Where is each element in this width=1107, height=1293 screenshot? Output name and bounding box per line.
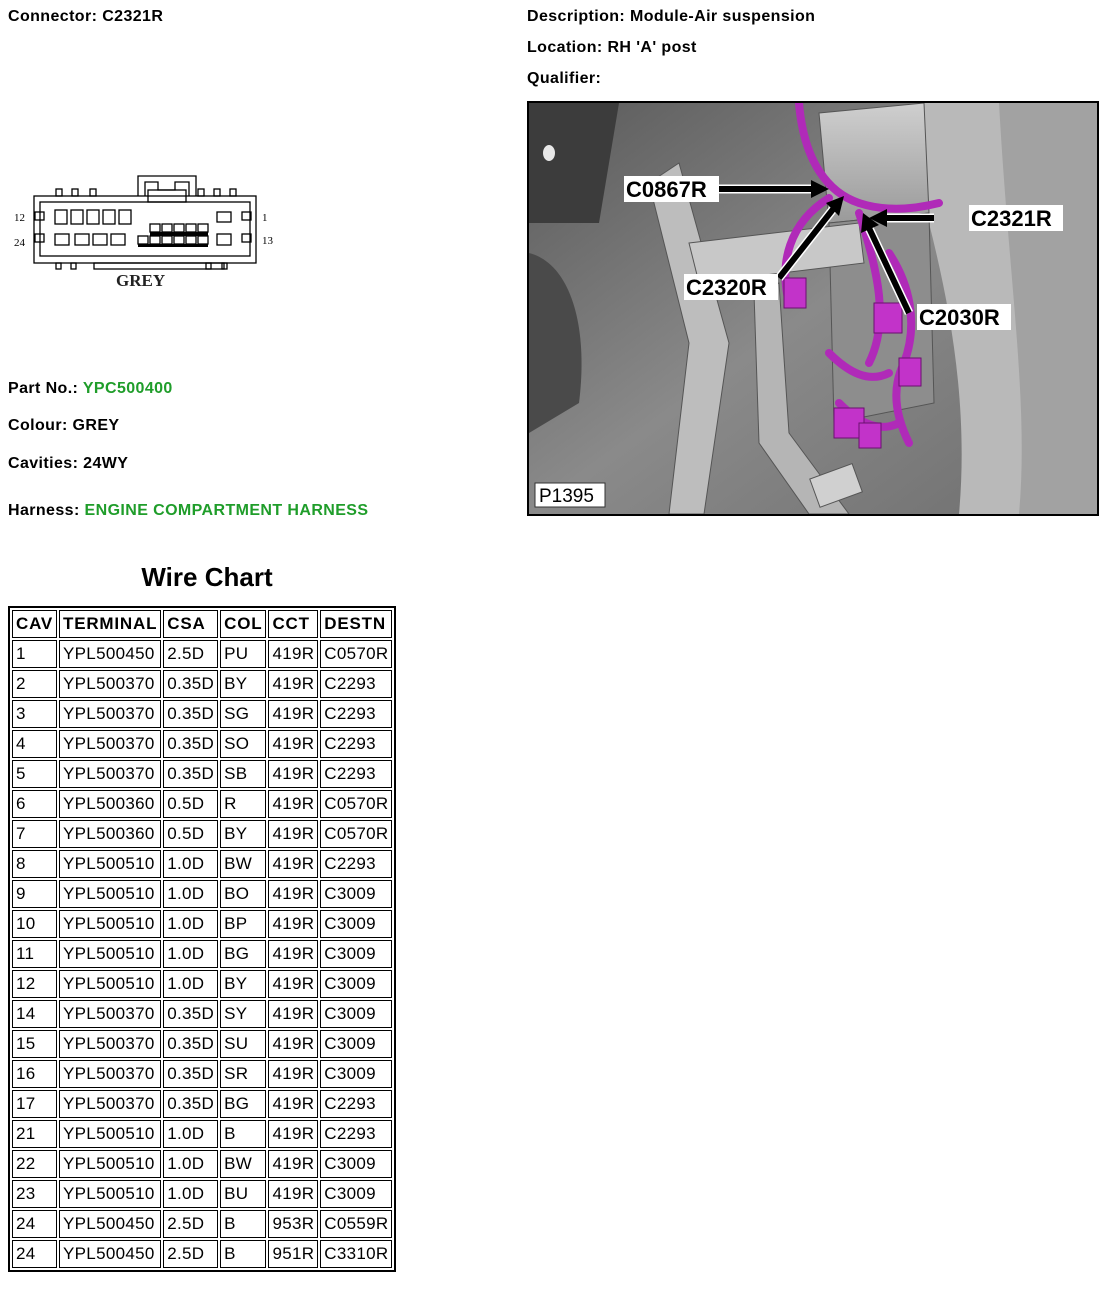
- wire-chart-title: Wire Chart: [141, 562, 273, 592]
- table-cell-col: BO: [220, 880, 266, 908]
- table-cell-terminal: YPL500370: [59, 670, 161, 698]
- table-cell-cav: 22: [12, 1150, 57, 1178]
- table-cell-terminal: YPL500510: [59, 850, 161, 878]
- table-cell-terminal: YPL500370: [59, 1090, 161, 1118]
- location-field: [527, 39, 697, 57]
- table-cell-cct: 419R: [268, 1060, 318, 1088]
- table-cell-cav: 12: [12, 970, 57, 998]
- table-cell-destn: C3310R: [320, 1240, 392, 1268]
- table-cell-cav: 10: [12, 910, 57, 938]
- table-cell-csa: 1.0D: [163, 970, 218, 998]
- table-cell-col: SY: [220, 1000, 266, 1028]
- table-cell-cct: 419R: [268, 940, 318, 968]
- cavities-label: Cavities:: [8, 455, 79, 472]
- table-cell-cct: 419R: [268, 790, 318, 818]
- table-cell-cav: 14: [12, 1000, 57, 1028]
- table-cell-csa: 2.5D: [163, 1210, 218, 1238]
- table-cell-cav: 16: [12, 1060, 57, 1088]
- table-cell-destn: C2293: [320, 760, 392, 788]
- table-row: [12, 1120, 392, 1148]
- table-cell-csa: 0.35D: [163, 700, 218, 728]
- table-cell-destn: C3009: [320, 1000, 392, 1028]
- colour-label: Colour:: [8, 417, 68, 434]
- table-cell-terminal: YPL500360: [59, 790, 161, 818]
- table-cell-cav: 23: [12, 1180, 57, 1208]
- pin-label-24: 24: [14, 237, 25, 249]
- table-row: [12, 910, 392, 938]
- table-row: [12, 1210, 392, 1238]
- table-cell-cav: 7: [12, 820, 57, 848]
- table-cell-terminal: YPL500370: [59, 1000, 161, 1028]
- table-cell-col: SO: [220, 730, 266, 758]
- part-no-link[interactable]: YPC500400: [82, 380, 173, 397]
- pin-label-12: 12: [14, 212, 25, 224]
- table-cell-terminal: YPL500450: [59, 1240, 161, 1268]
- description-value: Module-Air suspension: [630, 8, 816, 25]
- table-cell-cav: 8: [12, 850, 57, 878]
- table-cell-cct: 419R: [268, 970, 318, 998]
- table-cell-terminal: YPL500510: [59, 1180, 161, 1208]
- table-cell-col: B: [220, 1120, 266, 1148]
- pin-label-13: 13: [262, 235, 273, 247]
- table-cell-destn: C3009: [320, 1180, 392, 1208]
- table-cell-csa: 1.0D: [163, 940, 218, 968]
- table-cell-terminal: YPL500510: [59, 970, 161, 998]
- table-cell-cav: 3: [12, 700, 57, 728]
- table-cell-terminal: YPL500370: [59, 760, 161, 788]
- table-cell-col: BP: [220, 910, 266, 938]
- pin-label-1: 1: [262, 212, 268, 224]
- column-header-terminal: TERMINAL: [59, 610, 161, 638]
- table-cell-csa: 0.5D: [163, 790, 218, 818]
- connector-face-diagram: [10, 170, 280, 295]
- table-cell-col: B: [220, 1210, 266, 1238]
- table-cell-cct: 419R: [268, 1120, 318, 1148]
- table-cell-csa: 1.0D: [163, 910, 218, 938]
- table-cell-csa: 1.0D: [163, 880, 218, 908]
- table-cell-cav: 2: [12, 670, 57, 698]
- table-cell-terminal: YPL500450: [59, 640, 161, 668]
- table-row: [12, 970, 392, 998]
- table-row: [12, 730, 392, 758]
- table-cell-destn: C3009: [320, 1060, 392, 1088]
- table-row: [12, 1090, 392, 1118]
- description-label: Description:: [527, 8, 626, 25]
- cavities-value: 24WY: [83, 455, 129, 472]
- table-cell-col: BY: [220, 820, 266, 848]
- table-cell-terminal: YPL500510: [59, 880, 161, 908]
- table-row: [12, 1030, 392, 1058]
- table-cell-terminal: YPL500370: [59, 1060, 161, 1088]
- table-cell-destn: C2293: [320, 1090, 392, 1118]
- colour-value: GREY: [72, 417, 120, 434]
- colour-field: [8, 417, 120, 435]
- table-cell-col: BY: [220, 670, 266, 698]
- wire-chart-body: [12, 640, 392, 1268]
- part-no-label: Part No.:: [8, 380, 79, 397]
- table-cell-cct: 419R: [268, 1000, 318, 1028]
- table-cell-cct: 951R: [268, 1240, 318, 1268]
- column-header-cct: CCT: [268, 610, 318, 638]
- table-cell-csa: 0.35D: [163, 730, 218, 758]
- table-cell-destn: C0559R: [320, 1210, 392, 1238]
- table-cell-cct: 419R: [268, 1150, 318, 1178]
- table-row: [12, 760, 392, 788]
- table-cell-destn: C0570R: [320, 790, 392, 818]
- table-cell-csa: 2.5D: [163, 1240, 218, 1268]
- image-ref-label: P1395: [539, 486, 594, 507]
- table-cell-destn: C3009: [320, 940, 392, 968]
- connector-location-image: [527, 101, 1099, 516]
- column-header-cav: CAV: [12, 610, 57, 638]
- table-cell-csa: 0.5D: [163, 820, 218, 848]
- table-cell-csa: 0.35D: [163, 1000, 218, 1028]
- table-cell-cct: 419R: [268, 1030, 318, 1058]
- table-cell-destn: C3009: [320, 1030, 392, 1058]
- column-header-csa: CSA: [163, 610, 218, 638]
- table-row: [12, 820, 392, 848]
- table-cell-csa: 1.0D: [163, 1120, 218, 1148]
- table-cell-terminal: YPL500370: [59, 700, 161, 728]
- table-cell-cct: 419R: [268, 760, 318, 788]
- table-row: [12, 790, 392, 818]
- table-cell-terminal: YPL500510: [59, 1150, 161, 1178]
- diagram-colour-text: GREY: [116, 271, 166, 290]
- table-cell-cct: 419R: [268, 880, 318, 908]
- callout-c0867r: C0867R: [626, 177, 707, 202]
- harness-field: [8, 502, 368, 520]
- connector-label: Connector:: [8, 8, 98, 25]
- table-cell-destn: C3009: [320, 880, 392, 908]
- table-cell-col: BW: [220, 850, 266, 878]
- table-cell-col: SR: [220, 1060, 266, 1088]
- table-cell-cct: 419R: [268, 820, 318, 848]
- table-row: [12, 700, 392, 728]
- table-cell-csa: 1.0D: [163, 850, 218, 878]
- table-cell-destn: C2293: [320, 700, 392, 728]
- table-row: [12, 850, 392, 878]
- table-cell-destn: C2293: [320, 850, 392, 878]
- table-cell-csa: 0.35D: [163, 1060, 218, 1088]
- table-cell-col: B: [220, 1240, 266, 1268]
- table-cell-cav: 4: [12, 730, 57, 758]
- location-label: Location:: [527, 39, 603, 56]
- table-cell-col: BU: [220, 1180, 266, 1208]
- table-cell-terminal: YPL500370: [59, 730, 161, 758]
- qualifier-field: [527, 70, 601, 88]
- table-cell-col: R: [220, 790, 266, 818]
- table-cell-terminal: YPL500510: [59, 1120, 161, 1148]
- harness-label: Harness:: [8, 502, 80, 519]
- table-cell-cct: 419R: [268, 670, 318, 698]
- table-cell-col: SB: [220, 760, 266, 788]
- description-field: [527, 8, 815, 26]
- callout-c2030r: C2030R: [919, 305, 1000, 330]
- table-cell-cct: 419R: [268, 1090, 318, 1118]
- qualifier-label: Qualifier:: [527, 70, 602, 87]
- table-cell-cct: 419R: [268, 850, 318, 878]
- table-cell-cav: 9: [12, 880, 57, 908]
- table-cell-terminal: YPL500370: [59, 1030, 161, 1058]
- harness-link[interactable]: ENGINE COMPARTMENT HARNESS: [84, 502, 369, 519]
- table-cell-cct: 419R: [268, 1180, 318, 1208]
- table-cell-cav: 11: [12, 940, 57, 968]
- table-cell-destn: C0570R: [320, 640, 392, 668]
- table-cell-cct: 419R: [268, 640, 318, 668]
- table-cell-col: PU: [220, 640, 266, 668]
- connector-field: [8, 8, 163, 26]
- cavities-field: [8, 455, 128, 473]
- table-cell-col: SG: [220, 700, 266, 728]
- table-cell-cav: 15: [12, 1030, 57, 1058]
- table-cell-csa: 0.35D: [163, 670, 218, 698]
- table-cell-col: BG: [220, 940, 266, 968]
- part-no-field: [8, 380, 173, 398]
- table-row: [12, 670, 392, 698]
- table-cell-csa: 2.5D: [163, 640, 218, 668]
- table-cell-cav: 24: [12, 1210, 57, 1238]
- table-row: [12, 1150, 392, 1178]
- table-cell-destn: C3009: [320, 910, 392, 938]
- column-header-destn: DESTN: [320, 610, 392, 638]
- table-row: [12, 940, 392, 968]
- table-cell-destn: C2293: [320, 1120, 392, 1148]
- table-row: [12, 880, 392, 908]
- table-cell-col: BY: [220, 970, 266, 998]
- table-cell-destn: C2293: [320, 730, 392, 758]
- table-cell-cav: 17: [12, 1090, 57, 1118]
- location-value: RH 'A' post: [607, 39, 697, 56]
- callout-c2321r: C2321R: [971, 206, 1052, 231]
- wire-chart-header-row: [12, 610, 392, 638]
- table-cell-destn: C3009: [320, 970, 392, 998]
- table-cell-cct: 419R: [268, 700, 318, 728]
- table-cell-col: SU: [220, 1030, 266, 1058]
- callout-c2320r: C2320R: [686, 275, 767, 300]
- table-cell-csa: 1.0D: [163, 1150, 218, 1178]
- table-cell-col: BW: [220, 1150, 266, 1178]
- table-cell-cav: 24: [12, 1240, 57, 1268]
- table-cell-cav: 1: [12, 640, 57, 668]
- table-cell-csa: 0.35D: [163, 760, 218, 788]
- table-cell-csa: 0.35D: [163, 1090, 218, 1118]
- table-cell-destn: C2293: [320, 670, 392, 698]
- table-cell-cct: 419R: [268, 910, 318, 938]
- table-cell-csa: 0.35D: [163, 1030, 218, 1058]
- table-cell-cav: 6: [12, 790, 57, 818]
- table-cell-col: BG: [220, 1090, 266, 1118]
- wire-chart-table: [8, 606, 396, 1272]
- location-illustration: [529, 103, 1097, 514]
- table-cell-terminal: YPL500510: [59, 940, 161, 968]
- table-row: [12, 1240, 392, 1268]
- table-cell-cct: 953R: [268, 1210, 318, 1238]
- table-row: [12, 1180, 392, 1208]
- table-cell-csa: 1.0D: [163, 1180, 218, 1208]
- table-cell-destn: C3009: [320, 1150, 392, 1178]
- table-cell-cav: 5: [12, 760, 57, 788]
- table-cell-destn: C0570R: [320, 820, 392, 848]
- table-cell-cct: 419R: [268, 730, 318, 758]
- table-cell-terminal: YPL500510: [59, 910, 161, 938]
- table-cell-terminal: YPL500360: [59, 820, 161, 848]
- table-cell-terminal: YPL500450: [59, 1210, 161, 1238]
- column-header-col: COL: [220, 610, 266, 638]
- table-row: [12, 1000, 392, 1028]
- table-row: [12, 640, 392, 668]
- connector-value: C2321R: [102, 8, 164, 25]
- table-cell-cav: 21: [12, 1120, 57, 1148]
- table-row: [12, 1060, 392, 1088]
